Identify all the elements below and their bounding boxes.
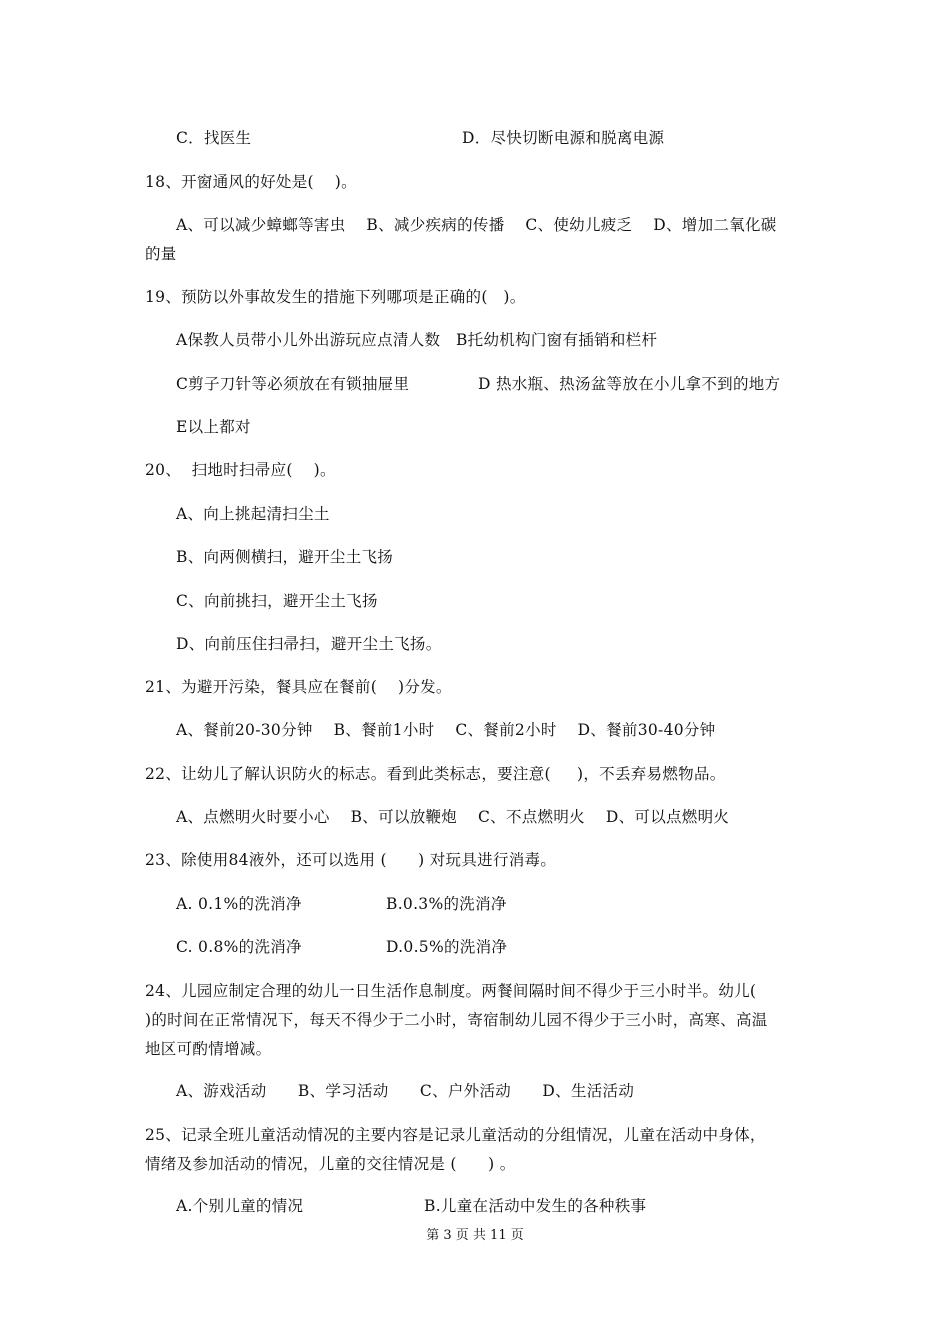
q23-option-b: B.0.3%的洗消净 bbox=[386, 895, 507, 913]
q19-option-c: C剪子刀针等必须放在有锁抽屉里 bbox=[176, 375, 410, 393]
q25-stem: 25、记录全班儿童活动情况的主要内容是记录儿童活动的分组情况，儿童在活动中身体， bbox=[145, 1126, 766, 1144]
q23-option-a: A. 0.1%的洗消净 bbox=[176, 895, 302, 913]
q21-stem: 21、为避开污染，餐具应在餐前( )分发。 bbox=[145, 678, 452, 696]
q19-stem: 19、预防以外事故发生的措施下列哪项是正确的( )。 bbox=[145, 288, 526, 306]
q20-option-b: B、向两侧横扫，避开尘土飞扬 bbox=[176, 548, 394, 566]
q21-options: A、餐前20-30分钟 B、餐前1小时 C、餐前2小时 D、餐前30-40分钟 bbox=[176, 721, 716, 739]
q20-option-d: D、向前压住扫帚扫，避开尘土飞扬。 bbox=[176, 635, 442, 653]
q22-stem: 22、让幼儿了解认识防火的标志。看到此类标志，要注意( )，不丢弃易燃物品。 bbox=[145, 765, 726, 783]
q24-stem-end: 地区可酌情增减。 bbox=[145, 1040, 272, 1058]
q20-option-a: A、向上挑起清扫尘土 bbox=[176, 505, 330, 523]
q22-options: A、点燃明火时要小心 B、可以放鞭炮 C、不点燃明火 D、可以点燃明火 bbox=[176, 808, 730, 826]
q18-options: A、可以减少蟑螂等害虫 B、减少疾病的传播 C、使幼儿疲乏 D、增加二氧化碳 bbox=[176, 216, 777, 234]
q24-stem: 24、儿园应制定合理的幼儿一日生活作息制度。两餐间隔时间不得少于三小时半。幼儿( bbox=[145, 982, 757, 1000]
q25-option-b: B.儿童在活动中发生的各种秩事 bbox=[424, 1197, 647, 1215]
q25-option-a: A.个别儿童的情况 bbox=[176, 1197, 304, 1215]
q23-option-c: C. 0.8%的洗消净 bbox=[176, 938, 302, 956]
q23-stem: 23、除使用84液外，还可以选用 ( ) 对玩具进行消毒。 bbox=[145, 851, 557, 869]
page-number: 第 3 页 共 11 页 bbox=[426, 1228, 524, 1243]
q19-options-ab: A保教人员带小儿外出游玩应点清人数 B托幼机构门窗有插销和栏杆 bbox=[176, 331, 658, 349]
q17-option-d: D．尽快切断电源和脱离电源 bbox=[462, 129, 665, 147]
q24-stem-cont: )的时间在正常情况下，每天不得少于二小时，寄宿制幼儿园不得少于三小时，高寒、高温 bbox=[145, 1011, 768, 1029]
q25-stem-cont: 情绪及参加活动的情况，儿童的交往情况是 ( ) 。 bbox=[145, 1155, 516, 1173]
q18-stem: 18、开窗通风的好处是( )。 bbox=[145, 173, 357, 191]
q24-options: A、游戏活动 B、学习活动 C、户外活动 D、生活活动 bbox=[176, 1082, 635, 1100]
q23-option-d: D.0.5%的洗消净 bbox=[386, 938, 508, 956]
q20-option-c: C、向前挑扫，避开尘土飞扬 bbox=[176, 592, 378, 610]
q19-option-e: E以上都对 bbox=[176, 418, 251, 436]
q17-option-c: C．找医生 bbox=[176, 129, 252, 147]
q20-stem: 20、 扫地时扫帚应( )。 bbox=[145, 461, 336, 479]
q19-option-d: D 热水瓶、热汤盆等放在小儿拿不到的地方 bbox=[478, 375, 781, 393]
q18-options-cont: 的量 bbox=[145, 245, 177, 263]
